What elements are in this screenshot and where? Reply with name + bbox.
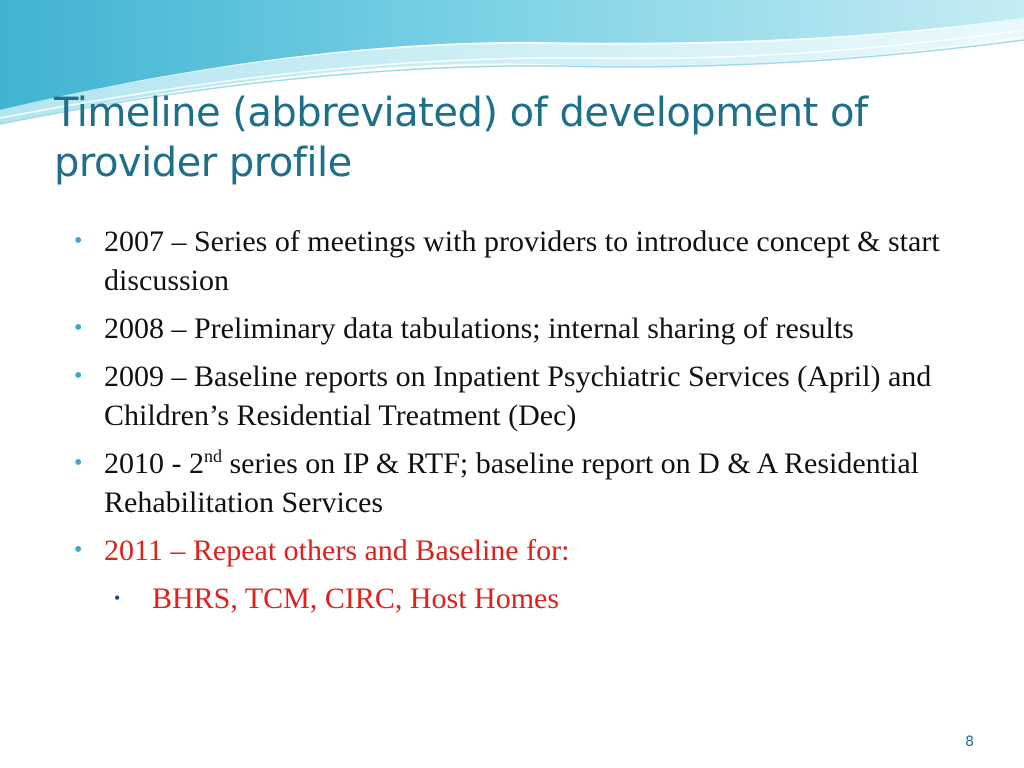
- sub-bullet-icon: •: [114, 588, 121, 608]
- sub-bullet-text: BHRS, TCM, CIRC, Host Homes: [152, 582, 560, 615]
- bullet-text-superscript: nd: [204, 446, 222, 466]
- bullet-item-2007: [74, 222, 974, 300]
- bullet-icon: •: [74, 537, 83, 563]
- bullet-item-2010: [74, 444, 974, 522]
- sub-bullet-item: [74, 579, 974, 618]
- bullet-text: 2007 – Series of meetings with providers to introduce concept & start discussion: [104, 225, 940, 297]
- bullet-icon: •: [74, 363, 83, 389]
- bullet-item-2011: [74, 531, 974, 570]
- bullet-list: [74, 222, 974, 618]
- bullet-text-prefix: 2010 - 2: [104, 447, 204, 480]
- bullet-item-2009: [74, 357, 974, 435]
- bullet-icon: •: [74, 450, 83, 476]
- bullet-icon: •: [74, 228, 83, 254]
- bullet-icon: •: [74, 315, 83, 341]
- page-number: 8: [965, 734, 974, 750]
- bullet-item-2008: [74, 309, 974, 348]
- bullet-text: 2011 – Repeat others and Baseline for:: [104, 534, 570, 567]
- bullet-text-suffix: series on IP & RTF; baseline report on D & A Residential Rehabilitation Services: [104, 447, 920, 519]
- bullet-text: 2009 – Baseline reports on Inpatient Psychiatric Services (April) and Children’s Residential Treatment (Dec): [104, 360, 932, 432]
- bullet-text: 2008 – Preliminary data tabulations; internal sharing of results: [104, 312, 854, 345]
- slide-title: Timeline (abbreviated) of development of provider profile: [54, 90, 868, 186]
